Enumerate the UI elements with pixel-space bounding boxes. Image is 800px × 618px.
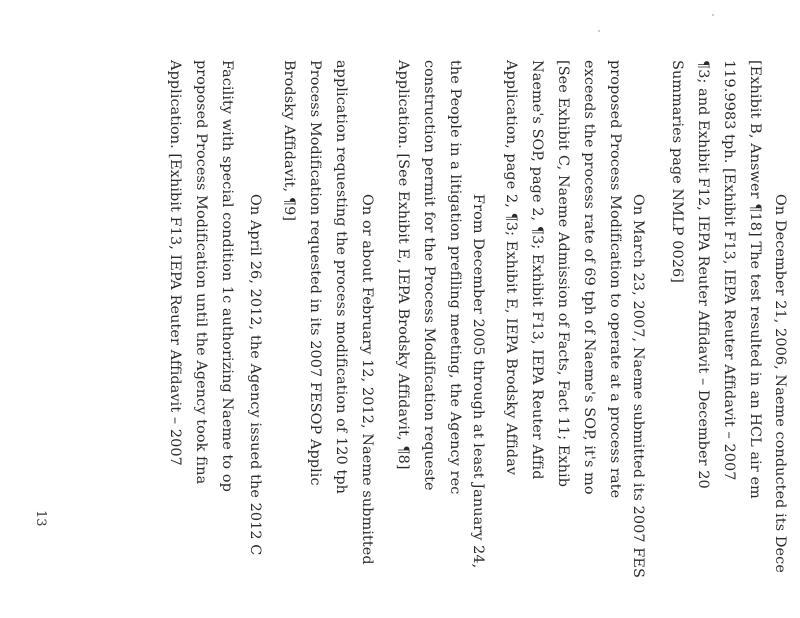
document-line: proposed Process Modification to operate at a process rate (607, 60, 623, 499)
document-line: On December 21, 2006, Naeme conducted its Dece (772, 194, 788, 573)
page-number: 13 (33, 510, 48, 527)
document-line: On March 23, 2007, Naeme submitted its 2007 FES (630, 194, 646, 578)
document-line: Naeme's SOP, page 2, ¶3; Exhibit F13, IEPA Reuter Affid (529, 60, 545, 480)
document-line: Facility with special condition 1c authorizing Naeme to op (219, 60, 235, 492)
scan-speck (598, 30, 600, 32)
document-line: [Exhibit B, Answer ¶18] The test resulted in an HCL air em (747, 60, 763, 499)
document-line: exceeds the process rate of 69 tph of Naeme's SOP, it's mo (581, 60, 597, 495)
document-line: the People in a litigation prefiling meeting, the Agency rec (447, 60, 463, 495)
document-line: Process Modification requested in its 2007 FESOP Applic (307, 60, 323, 486)
document-line: Summaries page NMLP 0026] (669, 60, 685, 283)
document-line: Application. [Exhibit F13, IEPA Reuter Affidavit – 2007 (167, 60, 183, 466)
document-line: construction permit for the Process Modification requeste (421, 60, 437, 491)
document-line: ¶3; and Exhibit F12, IEPA Reuter Affidavit – December 20 (695, 60, 711, 489)
document-line: 119.9983 tph. [Exhibit F13, IEPA Reuter Affidavit – 2007 (721, 60, 737, 481)
document-line: proposed Process Modification until the Agency took fina (193, 60, 209, 485)
document-line: application requesting the process modification of 120 tph (333, 60, 349, 495)
document-line: [See Exhibit C, Naeme Admission of Facts, Fact 11; Exhib (555, 60, 571, 488)
document-line: On or about February 12, 2012, Naeme submitted (359, 194, 375, 565)
document-line: From December 2005 through at least January 24, (470, 194, 486, 569)
scan-speck (712, 14, 714, 16)
document-line: Application. [See Exhibit E, IEPA Brodsky Affidavit, ¶8] (395, 60, 411, 470)
document-line: Application, page 2, ¶3; Exhibit E, IEPA Brodsky Affidav (503, 60, 519, 476)
document-line: Brodsky Affidavit, ¶9] (281, 60, 297, 222)
document-line: On April 26, 2012, the Agency issued the 2012 C (247, 194, 263, 556)
